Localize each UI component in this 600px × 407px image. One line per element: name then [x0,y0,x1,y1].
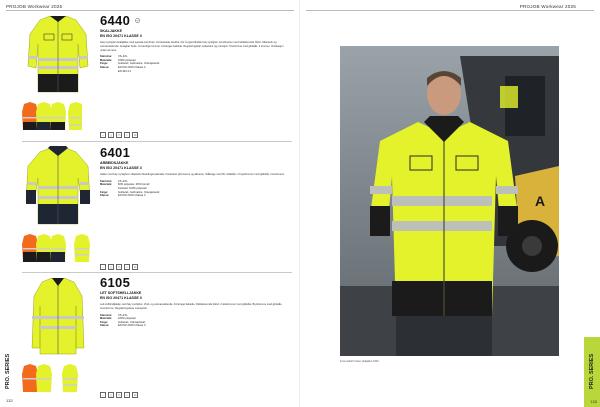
product-number: 6105 [100,275,131,290]
product-description: Jakke med høy synlighet i slitesterkt blandingsmateriale. Forsterket på knærne og albuene. Ståkrage med fôr. Glidelås. 2 brystlommer med glidelås. Innerlomme. [100,173,285,177]
side-tab-right [584,337,600,407]
product-specs [100,314,290,328]
product-name [100,291,290,300]
spec-key: Materiale: [100,58,113,62]
spec-key: Størrelse: [100,55,113,59]
spec-key: Klasse: [100,324,110,328]
thumbnail-color-variants[interactable] [22,232,94,266]
spec-key: Farge: [100,190,108,194]
spec-value: XS–4XL [118,313,128,317]
section-divider [22,141,292,142]
product-6440-section [22,14,298,139]
photo-illustration [340,46,559,356]
svg-text:A: A [535,193,546,209]
care-symbols [100,264,138,270]
product-name-line2: EN ISO 20471 KLASSE 3 [100,295,142,300]
product-name-line1: SKALJAKKE [100,29,122,33]
spec-value: 100% polyester [118,317,136,321]
spec-value: EN ISO 20471 Klasse 3 [118,66,146,70]
product-number: 6440 [100,13,131,28]
certification-icon [135,18,140,23]
page-number-left: 132 [6,398,13,403]
spec-value: Gul/svart, Oransje/svart [118,320,146,324]
photo-caption: Fotomodell bruker skaljakke 6440 [340,360,379,363]
iron-icon: ▭ [117,393,121,397]
product-specs [100,55,290,73]
right-page [300,0,600,407]
product-name [100,29,290,38]
bleach-icon: △ [109,265,113,269]
spec-row [100,324,290,328]
product-6401-main-image [22,146,94,228]
bleach-icon: △ [109,133,113,137]
product-6105-main-image [22,276,94,358]
wash-icon: ~ [100,264,106,270]
product-name [100,161,290,170]
thumbnail-color-variants[interactable] [22,100,82,134]
section-divider [22,272,292,273]
dryclean-icon: ○ [124,264,130,270]
header-right-title: PROJOB Workwear 2025 [519,4,576,9]
wash-icon: ~ [100,392,106,398]
spec-value: Gul/svart, Gul/marine, Oransje/svart [118,62,160,66]
spec-key: Farge: [100,62,108,66]
spec-key [100,70,118,74]
side-tab-label: PRO. SERIES [589,353,595,389]
product-6440-main-image [22,14,94,96]
spec-row [100,194,290,198]
side-tab-label: PRO. SERIES [5,353,11,389]
product-6440-info [100,14,290,73]
product-name-line2: EN ISO 20471 KLASSE 3 [100,33,142,38]
tumble-dry-icon: ⊡ [133,393,137,397]
product-6105-info [100,276,290,328]
product-description: Lett softshelljakke med høy synlighet. Vind- og vannavstøtende. Forlenget bakside. Reflekterende bånd. 2 sidelommer med glidelås. Brystlomme med glidelås. Innerlomme. Reguleringsbare mansjetter. [100,303,283,310]
spec-value: XS–4XL [118,179,128,183]
product-specs [100,180,290,198]
spec-value: 100% polyester [118,58,136,62]
wash-icon: ~ [100,132,106,138]
bleach-icon: △ [109,393,113,397]
spec-value: 60% polyester, 40% bomull [118,183,150,187]
header-divider [6,10,294,11]
spec-value: Gul/svart, Gul/marine, Oransje/svart [118,190,160,194]
spec-key: Materiale: [100,317,113,321]
spec-value: EN ISO 20471 Klasse 3 [118,194,146,198]
header-divider [306,10,594,11]
spec-value: XS–4XL [118,55,128,59]
dryclean-icon: ○ [124,392,130,398]
product-description: Høyt synlighet skalljakke med spesial-membran. Forsterkede skuldre. For å opprettholde høy synlighet, kombineres med reflekterende bånd. Slitesterk og vannavstøtende. Avtagbar hette. Innvendige lommer. Forlenget bakside. Reguleringsbar nederkant og mansjett. Ytterlomme med glidelås. 2 lommer. Ventilasjon under armene. [100,41,284,52]
product-6401-info [100,146,290,198]
product-name-line1: LET SOFTSHELLJAKKE [100,291,142,295]
tumble-dry-icon: ⊡ [133,265,137,269]
spec-row [100,70,290,74]
spec-value: Kontrast: 100% polyester [118,187,147,191]
product-6401-section [22,146,298,270]
page-number-right: 133 [590,399,597,404]
spec-key: Materiale: [100,183,113,187]
side-tab-left [0,351,14,401]
spec-value: EN ISO 20471 Klasse 3 [118,324,146,328]
model-photo [340,46,559,356]
product-name-line1: ARBEIDSJAKKE [100,161,129,165]
spec-key: Klasse: [100,66,110,70]
spec-key: Klasse: [100,194,110,198]
iron-icon: ▭ [117,265,121,269]
thumbnail-color-variants[interactable] [22,362,84,396]
care-symbols [100,392,138,398]
spec-key: Størrelse: [100,313,113,317]
tumble-dry-icon: ⊡ [133,133,137,137]
product-number: 6401 [100,145,131,160]
iron-icon: ▭ [117,133,121,137]
product-6105-section [22,276,298,402]
product-name-line2: EN ISO 20471 KLASSE 3 [100,165,142,170]
spec-key: Størrelse: [100,179,113,183]
spec-key: Farge: [100,320,108,324]
header-left-title: PROJOB Workwear 2025 [6,4,63,9]
care-symbols [100,132,138,138]
dryclean-icon: ○ [124,132,130,138]
spec-value: EN 343 3:1 [118,69,131,73]
